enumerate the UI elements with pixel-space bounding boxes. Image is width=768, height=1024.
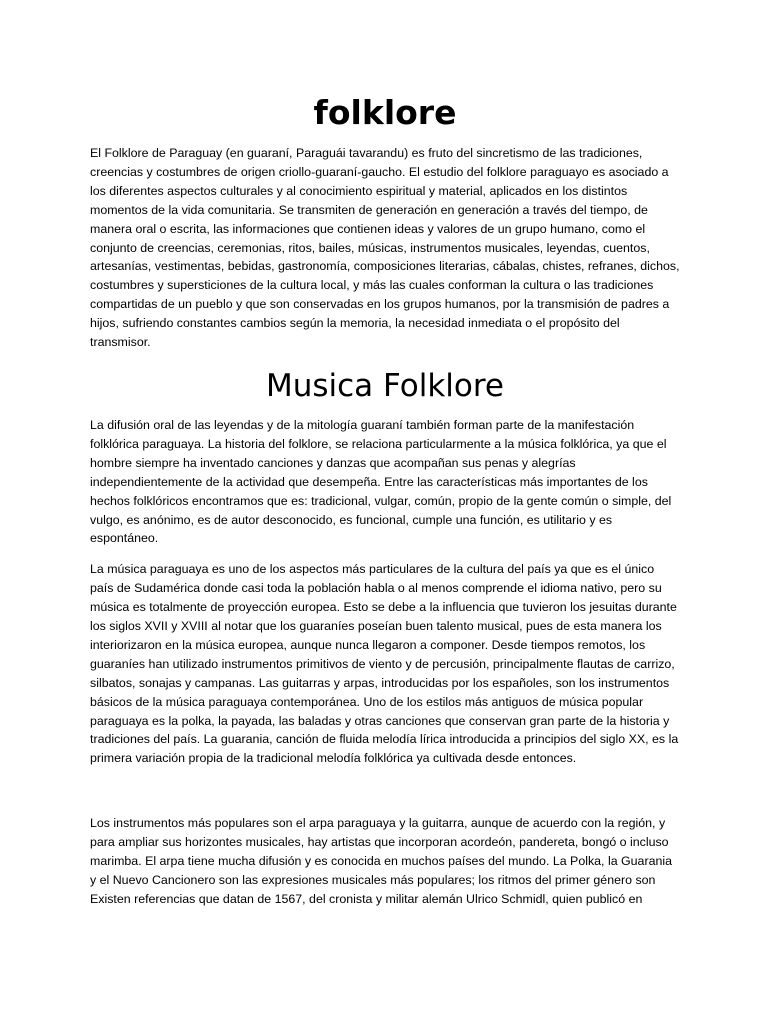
- document-title: folklore: [313, 93, 457, 132]
- paragraph-spacer: [90, 780, 680, 814]
- document-content: [90, 92, 680, 921]
- section-title: Musica Folklore: [265, 367, 505, 404]
- section-paragraph-1: La difusión oral de las leyendas y de la mitología guaraní también forman parte de la manifestación folklórica paraguaya. La historia del folklore, se relaciona particularmente a la música folklórica, ya que el hombre siempre ha inventado canciones y danzas que acompañan sus penas y alegrías independientemente de la actividad que desempeña. Entre las características más importantes de los hechos folklóricos encontramos que es: tradicional, vulgar, común, propio de la gente común o simple, del vulgo, es anónimo, es de autor desconocido, es funcional, cumple una función, es utilitario y es espontáneo.: [90, 417, 672, 546]
- intro-paragraph: El Folklore de Paraguay (en guaraní, Paraguái tavarandu) es fruto del sincretismo de las tradiciones, creencias y costumbres de origen criollo-guaraní-gaucho. El estudio del folklore paraguayo es asociado a los diferentes aspectos culturales y al conocimiento espiritual y material, aplicados en los distintos momentos de la vida comunitaria. Se transmiten de generación en generación a través del tiempo, de manera oral o escrita, las informaciones que contienen ideas y valores de un grupo humano, como el conjunto de creencias, ceremonias, ritos, bailes, músicas, instrumentos musicales, leyendas, cuentos, artesanías, vestimentas, bebidas, gastronomía, composiciones literarias, cábalas, chistes, refranes, dichos, costumbres y supersticiones de la cultura local, y más las cuales conforman la cultura o las tradiciones compartidas de un pueblo y que son conservadas en los grupos humanos, por la transmisión de padres a hijos, sufriendo constantes cambios según la memoria, la necesidad inmediata o el propósito del transmisor.: [90, 146, 680, 350]
- section-paragraph-2: La música paraguaya es uno de los aspectos más particulares de la cultura del país ya que es el único país de Sudamérica donde casi toda la población habla o al menos comprende el idioma nativo, pero su música es totalmente de proyección europea. Esto se debe a la influencia que tuvieron los jesuitas durante los siglos XVII y XVIII al notar que los guaraníes poseían buen talento musical, pues de esta manera los interiorizaron en la música europea, aunque nunca llegaron a componer. Desde tiempos remotos, los guaraníes han utilizado instrumentos primitivos de viento y de percusión, principalmente flautas de carrizo, silbatos, sonajas y campanas. Las guitarras y arpas, introducidas por los españoles, son los instrumentos básicos de la música paraguaya contemporánea. Uno de los estilos más antiguos de música popular paraguaya es la polka, la payada, las baladas y otras canciones que conservan gran parte de la historia y tradiciones del país. La guarania, canción de fluida melodía lírica introducida a principios del siglo XX, es la primera variación propia de la tradicional melodía folklórica ya cultivada desde entonces.: [90, 562, 679, 766]
- section-paragraph-3: Los instrumentos más populares son el arpa paraguaya y la guitarra, aunque de acuerdo con la región, y para ampliar sus horizontes musicales, hay artistas que incorporan acordeón, pandereta, bongó o incluso marimba. El arpa tiene mucha difusión y es conocida en muchos países del mundo. La Polka, la Guarania y el Nuevo Cancionero son las expresiones musicales más populares; los ritmos del primer género son Existen referencias que datan de 1567, del cronista y militar alemán Ulrico Schmidl, quien publicó en: [90, 816, 672, 906]
